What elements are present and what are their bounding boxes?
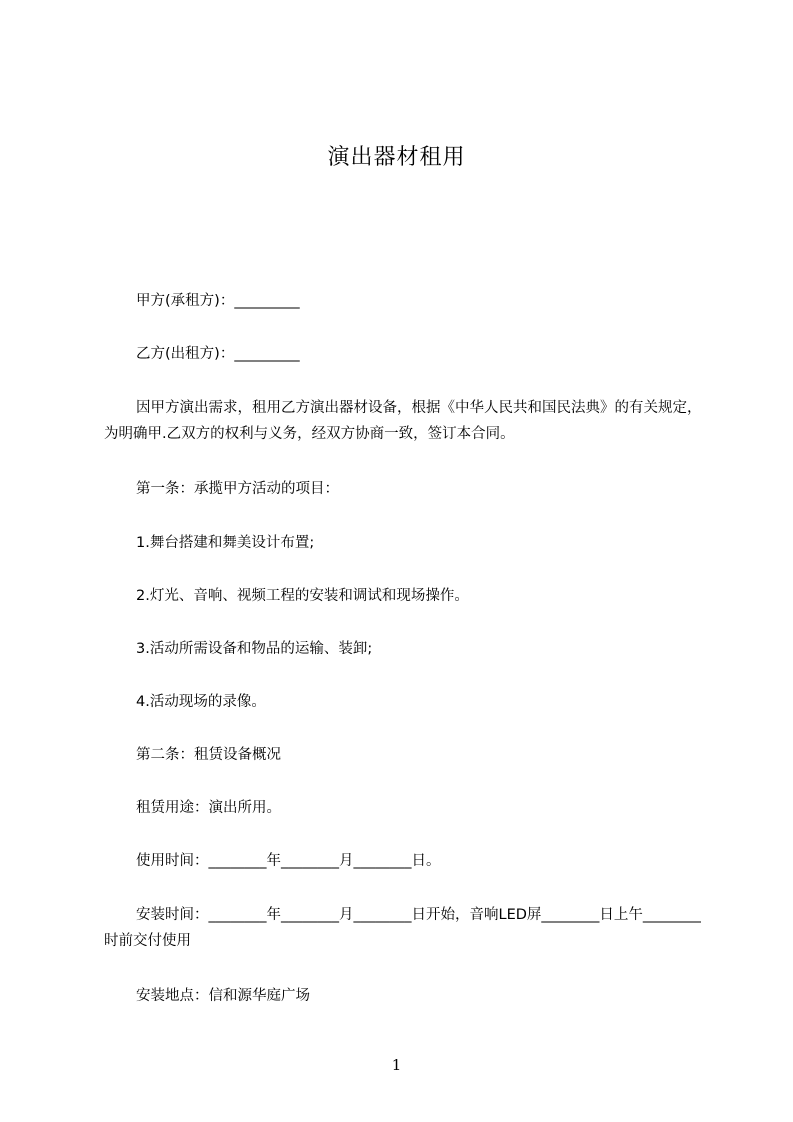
article-1-item-3: 3.活动所需设备和物品的运输、装卸; xyxy=(136,641,373,657)
party-b-line: 乙方(出租方)：_________ xyxy=(136,346,300,362)
installation-time: 安装时间：________年________月________日开始，音响LED屏________日上午________时前交付使用 xyxy=(104,907,701,949)
article-1-item-2: 2.灯光、音响、视频工程的安装和调试和现场操作。 xyxy=(136,588,469,604)
intro-paragraph: 因甲方演出需求，租用乙方演出器材设备，根据《中华人民共和国民法典》的有关规定，为明确甲.乙双方的权利与义务，经双方协商一致，签订本合同。 xyxy=(104,400,702,442)
document-title: 演出器材租用 xyxy=(327,145,466,170)
article-1-title: 第一条：承揽甲方活动的项目： xyxy=(136,481,339,497)
usage-time: 使用时间：________年________月________日。 xyxy=(136,853,441,869)
article-1-item-4: 4.活动现场的录像。 xyxy=(136,694,266,710)
article-1-item-1: 1.舞台搭建和舞美设计布置; xyxy=(136,535,315,551)
rental-purpose: 租赁用途：演出所用。 xyxy=(136,800,281,816)
party-a-line: 甲方(承租方)：_________ xyxy=(136,293,300,309)
article-2-title: 第二条：租赁设备概况 xyxy=(136,747,281,763)
page-number: 1 xyxy=(391,1056,402,1074)
installation-location: 安装地点：信和源华庭广场 xyxy=(136,988,310,1004)
